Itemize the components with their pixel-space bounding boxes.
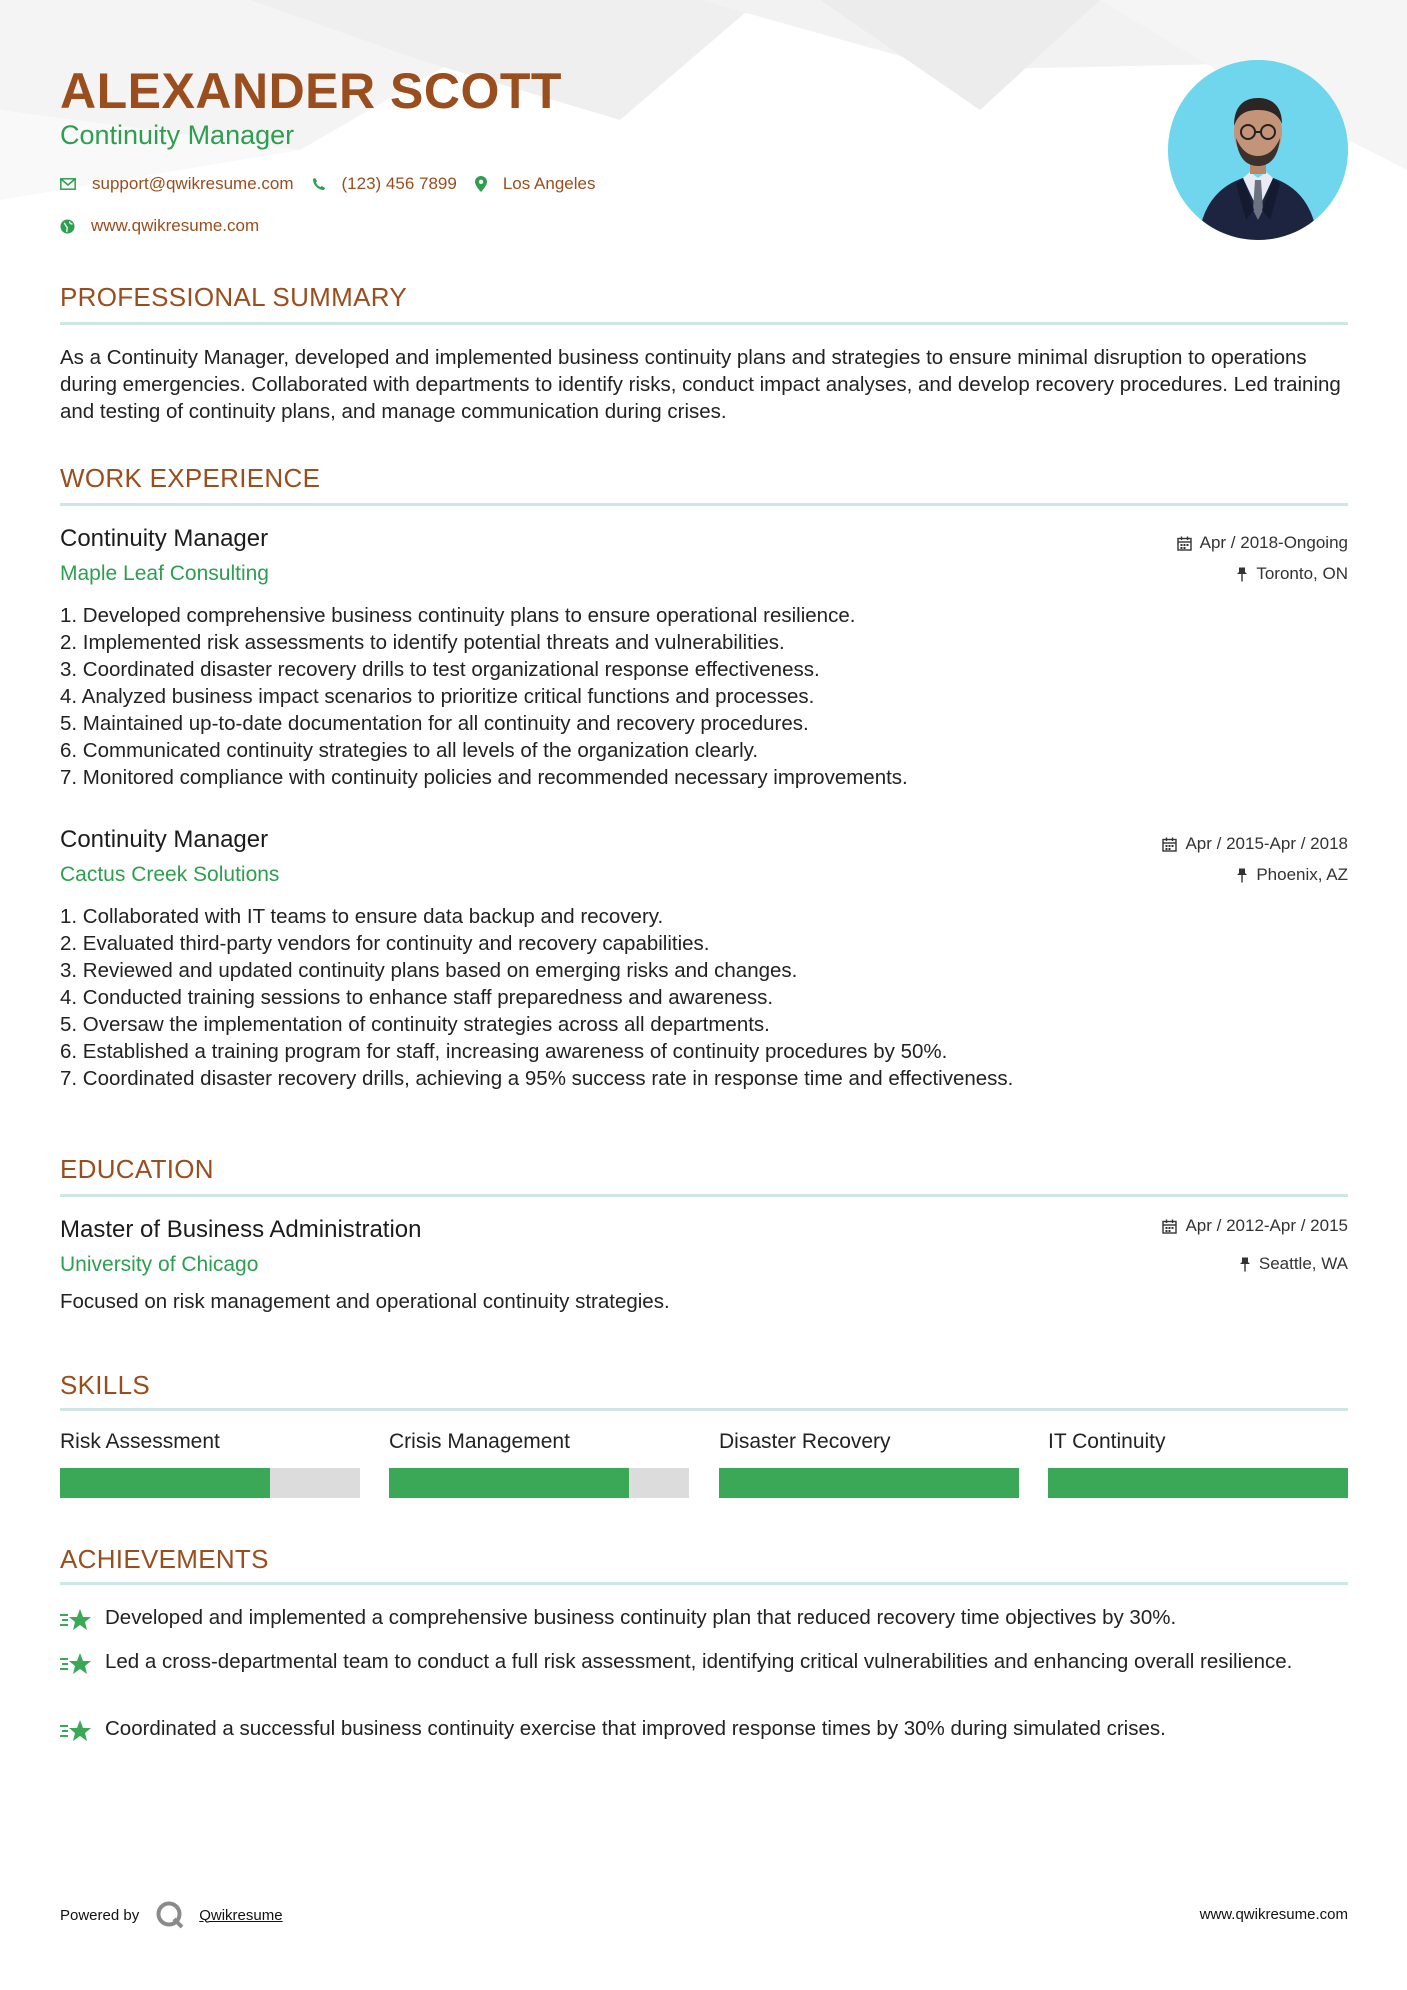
skill-item bbox=[719, 1430, 1019, 1454]
school-name: University of Chicago bbox=[60, 1253, 259, 1276]
education-dates-text: Apr / 2012-Apr / 2015 bbox=[1185, 1216, 1348, 1235]
list-item: 6. Established a training program for staff, increasing awareness of continuity procedures by 50%. bbox=[60, 1040, 948, 1063]
section-divider bbox=[60, 1408, 1348, 1411]
candidate-role: Continuity Manager bbox=[60, 120, 295, 150]
job-dates bbox=[1177, 533, 1348, 553]
skill-bar-fill bbox=[1048, 1468, 1348, 1498]
email-text: support@qwikresume.com bbox=[92, 174, 294, 193]
pushpin-icon bbox=[1236, 567, 1248, 582]
section-divider bbox=[60, 503, 1348, 506]
skill-bar-fill bbox=[719, 1468, 1019, 1498]
website-item[interactable] bbox=[60, 216, 259, 236]
powered-by-label: Powered by bbox=[60, 1906, 140, 1924]
skill-label: Risk Assessment bbox=[60, 1430, 220, 1453]
star-icon bbox=[60, 1648, 105, 1683]
list-item: 1. Collaborated with IT teams to ensure data backup and recovery. bbox=[60, 905, 664, 928]
star-icon bbox=[60, 1715, 105, 1750]
footer-branding bbox=[60, 1900, 283, 1930]
education-location-text: Seattle, WA bbox=[1258, 1254, 1348, 1273]
job-company: Maple Leaf Consulting bbox=[60, 562, 269, 585]
achievement-item bbox=[60, 1715, 1348, 1750]
avatar bbox=[1168, 60, 1348, 240]
location-item bbox=[475, 174, 596, 194]
skill-bar bbox=[60, 1468, 360, 1498]
skill-label: Disaster Recovery bbox=[719, 1430, 891, 1453]
calendar-icon bbox=[1162, 837, 1177, 852]
map-pin-icon bbox=[475, 176, 487, 192]
education-description: Focused on risk management and operational continuity strategies. bbox=[60, 1290, 670, 1313]
list-item: 5. Maintained up-to-date documentation for all continuity and recovery procedures. bbox=[60, 712, 809, 735]
section-divider bbox=[60, 322, 1348, 325]
skill-label: IT Continuity bbox=[1048, 1430, 1166, 1453]
list-item: 5. Oversaw the implementation of continuity strategies across all departments. bbox=[60, 1013, 770, 1036]
skill-bar bbox=[389, 1468, 689, 1498]
list-item: 6. Communicated continuity strategies to all levels of the organization clearly. bbox=[60, 739, 759, 762]
skill-bar bbox=[1048, 1468, 1348, 1498]
phone-text: (123) 456 7899 bbox=[341, 174, 457, 193]
section-title-experience: WORK EXPERIENCE bbox=[60, 463, 321, 493]
achievement-text: Led a cross-departmental team to conduct a full risk assessment, identifying critical vulnerabilities and enhancing overall resilience. bbox=[105, 1650, 1293, 1673]
envelope-icon bbox=[60, 178, 76, 190]
list-item: 4. Conducted training sessions to enhance staff preparedness and awareness. bbox=[60, 986, 774, 1009]
phone-item[interactable] bbox=[312, 174, 457, 194]
list-item: 1. Developed comprehensive business continuity plans to ensure operational resilience. bbox=[60, 604, 856, 627]
qwikresume-logo-icon bbox=[155, 1900, 185, 1930]
list-item: 2. Evaluated third-party vendors for continuity and recovery capabilities. bbox=[60, 932, 710, 955]
skill-label: Crisis Management bbox=[389, 1430, 570, 1453]
achievement-text: Developed and implemented a comprehensive business continuity plan that reduced recovery time objectives by 30%. bbox=[105, 1606, 1177, 1629]
list-item: 3. Coordinated disaster recovery drills to test organizational response effectiveness. bbox=[60, 658, 820, 681]
skill-item bbox=[389, 1430, 689, 1454]
globe-icon bbox=[60, 219, 75, 234]
star-icon bbox=[60, 1604, 105, 1639]
email-item[interactable] bbox=[60, 174, 294, 194]
skill-item bbox=[1048, 1430, 1348, 1454]
job-title: Continuity Manager bbox=[60, 826, 269, 853]
skill-bar-fill bbox=[60, 1468, 270, 1498]
education-location bbox=[1239, 1254, 1348, 1274]
pushpin-icon bbox=[1236, 868, 1248, 883]
job-location-text: Toronto, ON bbox=[1256, 564, 1348, 583]
achievement-text: Coordinated a successful business continuity exercise that improved response times by 30% during simulated crises. bbox=[105, 1717, 1166, 1740]
job-title: Continuity Manager bbox=[60, 525, 269, 552]
list-item: 4. Analyzed business impact scenarios to prioritize critical functions and processes. bbox=[60, 685, 815, 708]
pushpin-icon bbox=[1239, 1257, 1251, 1272]
website-row bbox=[60, 216, 277, 236]
job-location bbox=[1236, 564, 1348, 584]
section-title-summary: PROFESSIONAL SUMMARY bbox=[60, 282, 407, 312]
job-dates bbox=[1162, 834, 1348, 854]
calendar-icon bbox=[1162, 1219, 1177, 1234]
calendar-icon bbox=[1177, 536, 1192, 551]
job-location-text: Phoenix, AZ bbox=[1256, 865, 1348, 884]
list-item: 7. Coordinated disaster recovery drills, achieving a 95% success rate in response time and effectiveness. bbox=[60, 1067, 1014, 1090]
section-divider bbox=[60, 1194, 1348, 1197]
footer-website-link[interactable]: www.qwikresume.com bbox=[1199, 1906, 1348, 1923]
qwikresume-link[interactable]: Qwikresume bbox=[199, 1906, 283, 1924]
section-divider bbox=[60, 1582, 1348, 1585]
job-bullets bbox=[60, 903, 1348, 1092]
achievement-item bbox=[60, 1648, 1348, 1683]
achievement-item bbox=[60, 1604, 1348, 1639]
contact-row bbox=[60, 174, 613, 194]
job-dates-text: Apr / 2015-Apr / 2018 bbox=[1185, 834, 1348, 853]
job-location bbox=[1236, 865, 1348, 885]
section-title-education: EDUCATION bbox=[60, 1154, 214, 1184]
job-bullets bbox=[60, 602, 1348, 791]
phone-icon bbox=[312, 177, 326, 191]
website-text: www.qwikresume.com bbox=[91, 216, 260, 235]
education-dates bbox=[1162, 1216, 1348, 1236]
location-text: Los Angeles bbox=[502, 174, 596, 193]
job-dates-text: Apr / 2018-Ongoing bbox=[1199, 533, 1348, 552]
degree-title: Master of Business Administration bbox=[60, 1216, 422, 1243]
summary-text: As a Continuity Manager, developed and implemented business continuity plans and strategies to ensure minimal disruption to operations during emergencies. Collaborated with departments to identify risks, conduct impact analyses, and develop recovery procedures. Led training and testing of continuity plans, and manage communication during crises. bbox=[60, 346, 1341, 423]
candidate-name: ALEXANDER SCOTT bbox=[60, 63, 562, 119]
list-item: 2. Implemented risk assessments to identify potential threats and vulnerabilities. bbox=[60, 631, 785, 654]
skill-item bbox=[60, 1430, 360, 1454]
list-item: 3. Reviewed and updated continuity plans based on emerging risks and changes. bbox=[60, 959, 798, 982]
job-company: Cactus Creek Solutions bbox=[60, 863, 280, 886]
skill-bar bbox=[719, 1468, 1019, 1498]
list-item: 7. Monitored compliance with continuity policies and recommended necessary improvements. bbox=[60, 766, 908, 789]
section-title-skills: SKILLS bbox=[60, 1370, 150, 1400]
skill-bar-fill bbox=[389, 1468, 629, 1498]
section-title-achievements: ACHIEVEMENTS bbox=[60, 1544, 269, 1574]
